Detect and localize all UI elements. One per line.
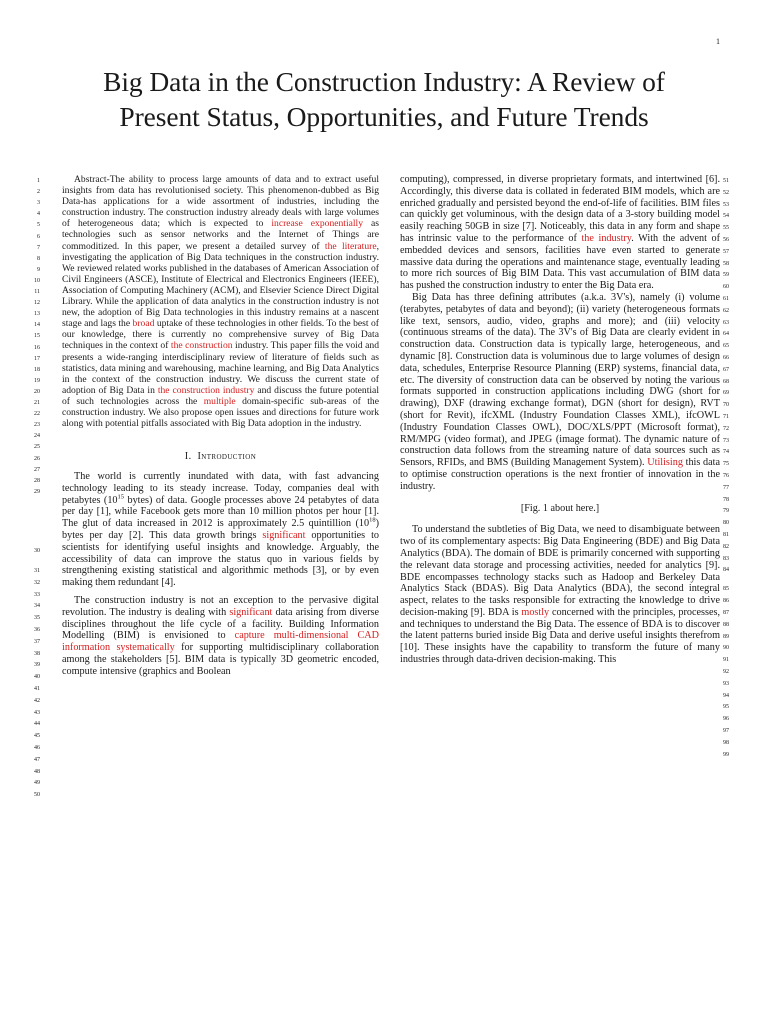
- paragraph-text: concerned with the principles, processes, and techniques to understand the Big Data. The essence of BDA is to discover the latent patterns buried inside Big Data and derive useful insights therefrom [10]. These insights have the capability to transform the future of many industries through data-driven decision-making. This: [400, 606, 720, 666]
- line-number: 81: [723, 532, 729, 538]
- line-number: 85: [723, 586, 729, 593]
- line-number: 26: [34, 455, 40, 462]
- line-number: 62: [723, 307, 729, 314]
- line-number: 48: [34, 768, 40, 775]
- line-number: 15: [34, 333, 40, 340]
- highlight: Utilising: [647, 457, 683, 469]
- line-number: 66: [723, 355, 729, 361]
- line-number: 76: [723, 473, 729, 479]
- line-number: 91: [723, 657, 729, 664]
- highlight: multiple: [203, 395, 236, 407]
- right-column: [400, 174, 720, 666]
- line-number: 95: [723, 704, 729, 711]
- line-number: 53: [723, 201, 729, 208]
- highlight: the construction industry: [157, 384, 255, 396]
- paragraph-text: this data to optimise construction operations is the next frontier of innovation in the industry.: [400, 457, 721, 492]
- line-number: 23: [34, 422, 40, 429]
- line-number: 60: [723, 284, 729, 291]
- line-number: 21: [34, 400, 40, 406]
- line-number: 45: [34, 733, 40, 740]
- line-number: 78: [723, 496, 729, 503]
- line-number: 59: [723, 272, 729, 279]
- section-number: I.: [184, 451, 192, 463]
- paragraph-text: To understand the subtleties of Big Data, we need to disambiguate between two of its complementary aspects: Big Data Engineering (BDE) and Big Data Analytics (BDA). The domain of BDE is primarily concerned with supporting the relevant data storage and processing activities, needed for analytics [9]. BDE encompasses technology stacks such as Hadoop and Berkeley Data Analytics Stack (BDAS). Big Data Analytics (BDA), the second integral aspect, relates to the tasks responsible for extracting the knowledge to drive decision-making [9]. BDA is: [400, 524, 720, 618]
- highlight: increase exponentially: [271, 218, 364, 230]
- line-number: 57: [723, 248, 729, 255]
- abstract-text: uptake of these technologies in other fields. To the best of our knowledge, there is currently no comprehensive survey of Big Data techniques in the context of: [62, 318, 379, 352]
- line-number: 51: [723, 178, 729, 184]
- line-number: 30: [34, 548, 40, 554]
- line-number: 11: [34, 289, 40, 295]
- line-number: 28: [34, 477, 40, 484]
- line-number: 49: [34, 780, 40, 787]
- line-number: 44: [34, 721, 40, 728]
- line-number: 70: [723, 402, 729, 409]
- line-number: 22: [34, 411, 40, 418]
- title-line-1: Big Data in the Construction Industry: A Review of: [103, 66, 665, 97]
- abstract-text: as technologies such as sensor networks and the Internet of Things are commoditized. In this paper, we present a detailed survey of: [62, 218, 379, 252]
- paragraph-text: for supporting multidisciplinary collaboration among the stakeholders [5]. BIM data is typically 3D geometric encoded, compute intensive (graphics and Boolean: [62, 642, 379, 677]
- line-number: 35: [34, 615, 40, 622]
- intro-paragraph-2: [62, 595, 379, 678]
- line-number: 24: [34, 433, 40, 440]
- line-number: 82: [723, 543, 729, 550]
- superscript: 15: [117, 493, 125, 501]
- line-number: 27: [34, 466, 40, 473]
- highlight: broad: [132, 318, 155, 330]
- line-number: 71: [723, 414, 729, 420]
- paper-title: [40, 64, 728, 134]
- line-number: 93: [723, 680, 729, 687]
- line-number: 75: [723, 461, 729, 468]
- figure-reference: [Fig. 1 about here.]: [520, 502, 600, 514]
- line-number: 33: [34, 591, 40, 598]
- paragraph-text: Big Data has three defining attributes (a.k.a. 3V's), namely (i) volume (terabytes, petabytes of data and beyond); (ii) variety (heterogeneous formats like text, sensors, audio, video, graphs and more); and (iii) velocity (continuous streams of the data). The 3V's of Big Data are clearly evident in construction data. Construction data is typically large, heterogeneous, and dynamic [8]. Construction data is voluminous due to large volumes of design data, schedules, Enterprise Resource Planning (ERP) systems, financial data, etc. The diversity of construction data can be observed by noting the various formats supported in construction applications including DWG (short for drawing), DXF (drawing exchange format), DGN (short for design), RVT (short for Revit), ifcXML (Industry Foundation Classes XML), ifcOWL (Industry Foundation Classes OWL), DOC/XLS/PPT (Microsoft format), RM/MPG (video format), and JPEG (image format). The dynamic nature of construction data follows from the streaming nature of data sources such as Sensors, RFIDs, and BMS (Building Management System).: [400, 291, 720, 469]
- line-number: 68: [723, 378, 729, 385]
- line-number: 41: [34, 686, 40, 692]
- abstract-text: domain-specific sub-areas of the construction industry. We also propose open issues and directions for future work along with potential pitfalls associated with Big Data adoption in the industry.: [62, 395, 379, 430]
- line-number: 89: [723, 633, 729, 640]
- superscript: 18: [369, 516, 376, 524]
- abstract: [62, 174, 379, 429]
- highlight: the literature: [324, 240, 377, 252]
- line-number: 18: [34, 366, 40, 373]
- line-number: 87: [723, 610, 729, 616]
- line-number: 39: [34, 662, 40, 669]
- line-number: 25: [34, 444, 40, 451]
- line-number: 56: [723, 237, 729, 243]
- line-number: 6: [37, 233, 40, 240]
- line-number: 98: [723, 739, 729, 746]
- line-number: 88: [723, 621, 729, 628]
- paragraph-text: . With the advent of embedded devices and sensors, facilities have even started to generate massive data during the operations and maintenance stage, eventually leading to more rich sources of Big BIM Data. This vast accumulation of BIM data has pushed the construction industry to enter the Big Data era.: [400, 232, 720, 292]
- line-number: 99: [723, 751, 729, 758]
- line-number: 94: [723, 692, 729, 699]
- line-number: 7: [37, 244, 40, 251]
- line-number: 34: [34, 603, 40, 610]
- line-number: 38: [34, 650, 40, 657]
- line-number: 31: [34, 568, 40, 574]
- line-number: 90: [723, 645, 729, 652]
- line-number: 46: [34, 745, 40, 751]
- line-number: 4: [37, 211, 40, 218]
- line-number: 47: [34, 756, 40, 763]
- line-number: 5: [37, 222, 40, 229]
- page-number: 1: [716, 37, 720, 46]
- abstract-text: Abstract-The ability to process large amounts of data and to extract useful insights from data has revolutionised society. This phenomenon-dubbed as Big Data-has applications for a wide assortment of industries, including the construction industry. The construction industry already deals with large volumes of heterogeneous data; which is expected to: [62, 174, 379, 230]
- line-number: 9: [37, 266, 40, 273]
- highlight: the industry: [581, 232, 632, 244]
- line-number: 58: [723, 260, 729, 267]
- line-number: 67: [723, 366, 729, 373]
- paragraph-text: The construction industry is not an exception to the pervasive digital revolution. The industry is dealing with: [62, 594, 379, 618]
- line-number: 73: [723, 437, 729, 444]
- paragraph-text: bytes) of data. Google processes above 24 petabytes of data per day [1], while Facebook gets more than 10 million photos per hour [1]. The glut of data increased in 2012 is approximately 2.5 quintillion (10: [62, 494, 379, 530]
- line-number: 29: [34, 488, 40, 495]
- highlight: significant: [229, 606, 273, 618]
- abstract-text: industry. This paper fills the void and presents a wide-ranging interdisciplinary review of literature of fields such as statistics, data mining and warehousing, machine learning, and Big Data Analytics in the context of the construction industry. We discuss the current state of adoption of Big Data in: [62, 340, 379, 396]
- line-number: 50: [34, 792, 40, 799]
- line-number: 14: [34, 322, 40, 329]
- line-number: 96: [723, 716, 729, 723]
- highlight: significant: [262, 529, 306, 541]
- section-title: Introduction: [197, 451, 257, 463]
- line-number: 36: [34, 627, 40, 633]
- left-column: [62, 174, 379, 678]
- line-number: 83: [723, 555, 729, 562]
- line-number: 13: [34, 311, 40, 318]
- abstract-text: , investigating the application of Big Data techniques in the construction industry. We reviewed related works published in the databases of American Association of Civil Engineers (ASCE), Institute of Electrical and Electronics Engineers (IEEE), Association of Computing Machinery (ACM), and Elsevier Science Direct Digital Library. While the application of data analytics in the construction industry is not new, the adoption of Big Data technologies in this industry remains at a nascent stage and lags the: [62, 240, 379, 330]
- line-number: 54: [723, 213, 729, 220]
- line-number: 92: [723, 669, 729, 675]
- line-number: 72: [723, 425, 729, 432]
- paragraph-text: computing), compressed, in diverse proprietary formats, and intertwined [6]. Accordingly, this diverse data is collated in federated BIM models, which are enriched gradually and persisted beyond the end-of-life of facilities. BIM files can quickly get voluminous, with the design data of a 3-story building model easily reaching 50GB in size [7]. Noticeably, this data in any form and shape has intrinsic value to the performance of: [400, 174, 720, 244]
- line-number: 40: [34, 674, 40, 681]
- line-number: 55: [723, 225, 729, 232]
- line-number: 42: [34, 697, 40, 704]
- line-number: 10: [34, 277, 40, 284]
- paragraph-text: The world is currently inundated with data, with fast advancing technology leading to its steady increase. Today, companies deal with petabytes (10: [62, 470, 379, 506]
- line-number: 64: [723, 331, 729, 338]
- paragraph-text: ) bytes per day [2]. This data growth brings: [62, 518, 379, 541]
- line-number: 79: [723, 508, 729, 515]
- highlight: mostly: [521, 606, 550, 618]
- highlight: the construction: [170, 340, 233, 352]
- section-heading: [62, 451, 379, 463]
- line-number: 16: [34, 344, 40, 351]
- intro-paragraph-1: [62, 471, 379, 589]
- abstract-text: and discuss the future potential of such technologies across the: [62, 384, 379, 407]
- line-number: 17: [34, 355, 40, 362]
- line-number: 2: [37, 189, 40, 196]
- line-number: 86: [723, 598, 729, 605]
- line-number: 74: [723, 449, 729, 456]
- line-number: 12: [34, 300, 40, 307]
- line-number: 52: [723, 189, 729, 196]
- paragraph-text: opportunities to scientists for identifying useful insights and knowledge. Arguably, the accessibility of data can improve the status quo in various fields by strengthening existing statistical and algorithmic methods [3], or by even making them redundant [4].: [62, 529, 380, 589]
- line-number: 32: [34, 579, 40, 586]
- right-paragraph-1: [400, 174, 720, 292]
- line-number: 37: [34, 638, 40, 645]
- line-number: 77: [723, 484, 729, 491]
- paragraph-text: data arising from diverse disciplines throughout the life cycle of a facility. Building Information Modelling (BIM) is envisioned to: [62, 606, 379, 642]
- line-number: 63: [723, 319, 729, 326]
- line-number: 65: [723, 343, 729, 350]
- line-number: 1: [37, 178, 40, 184]
- line-number: 61: [723, 296, 729, 302]
- line-number: 69: [723, 390, 729, 397]
- highlight: capture multi-dimensional CAD information systematically: [62, 630, 379, 654]
- title-line-2: Present Status, Opportunities, and Future Trends: [119, 101, 649, 132]
- line-number: 8: [37, 255, 40, 262]
- line-number: 97: [723, 728, 729, 734]
- line-number: 19: [34, 377, 40, 384]
- right-paragraph-3: [400, 524, 720, 666]
- line-number: 84: [723, 567, 729, 574]
- line-number: 3: [37, 200, 40, 207]
- line-number: 43: [34, 709, 40, 716]
- line-number: 20: [34, 388, 40, 395]
- right-paragraph-2: [400, 292, 720, 493]
- line-number: 80: [723, 520, 729, 527]
